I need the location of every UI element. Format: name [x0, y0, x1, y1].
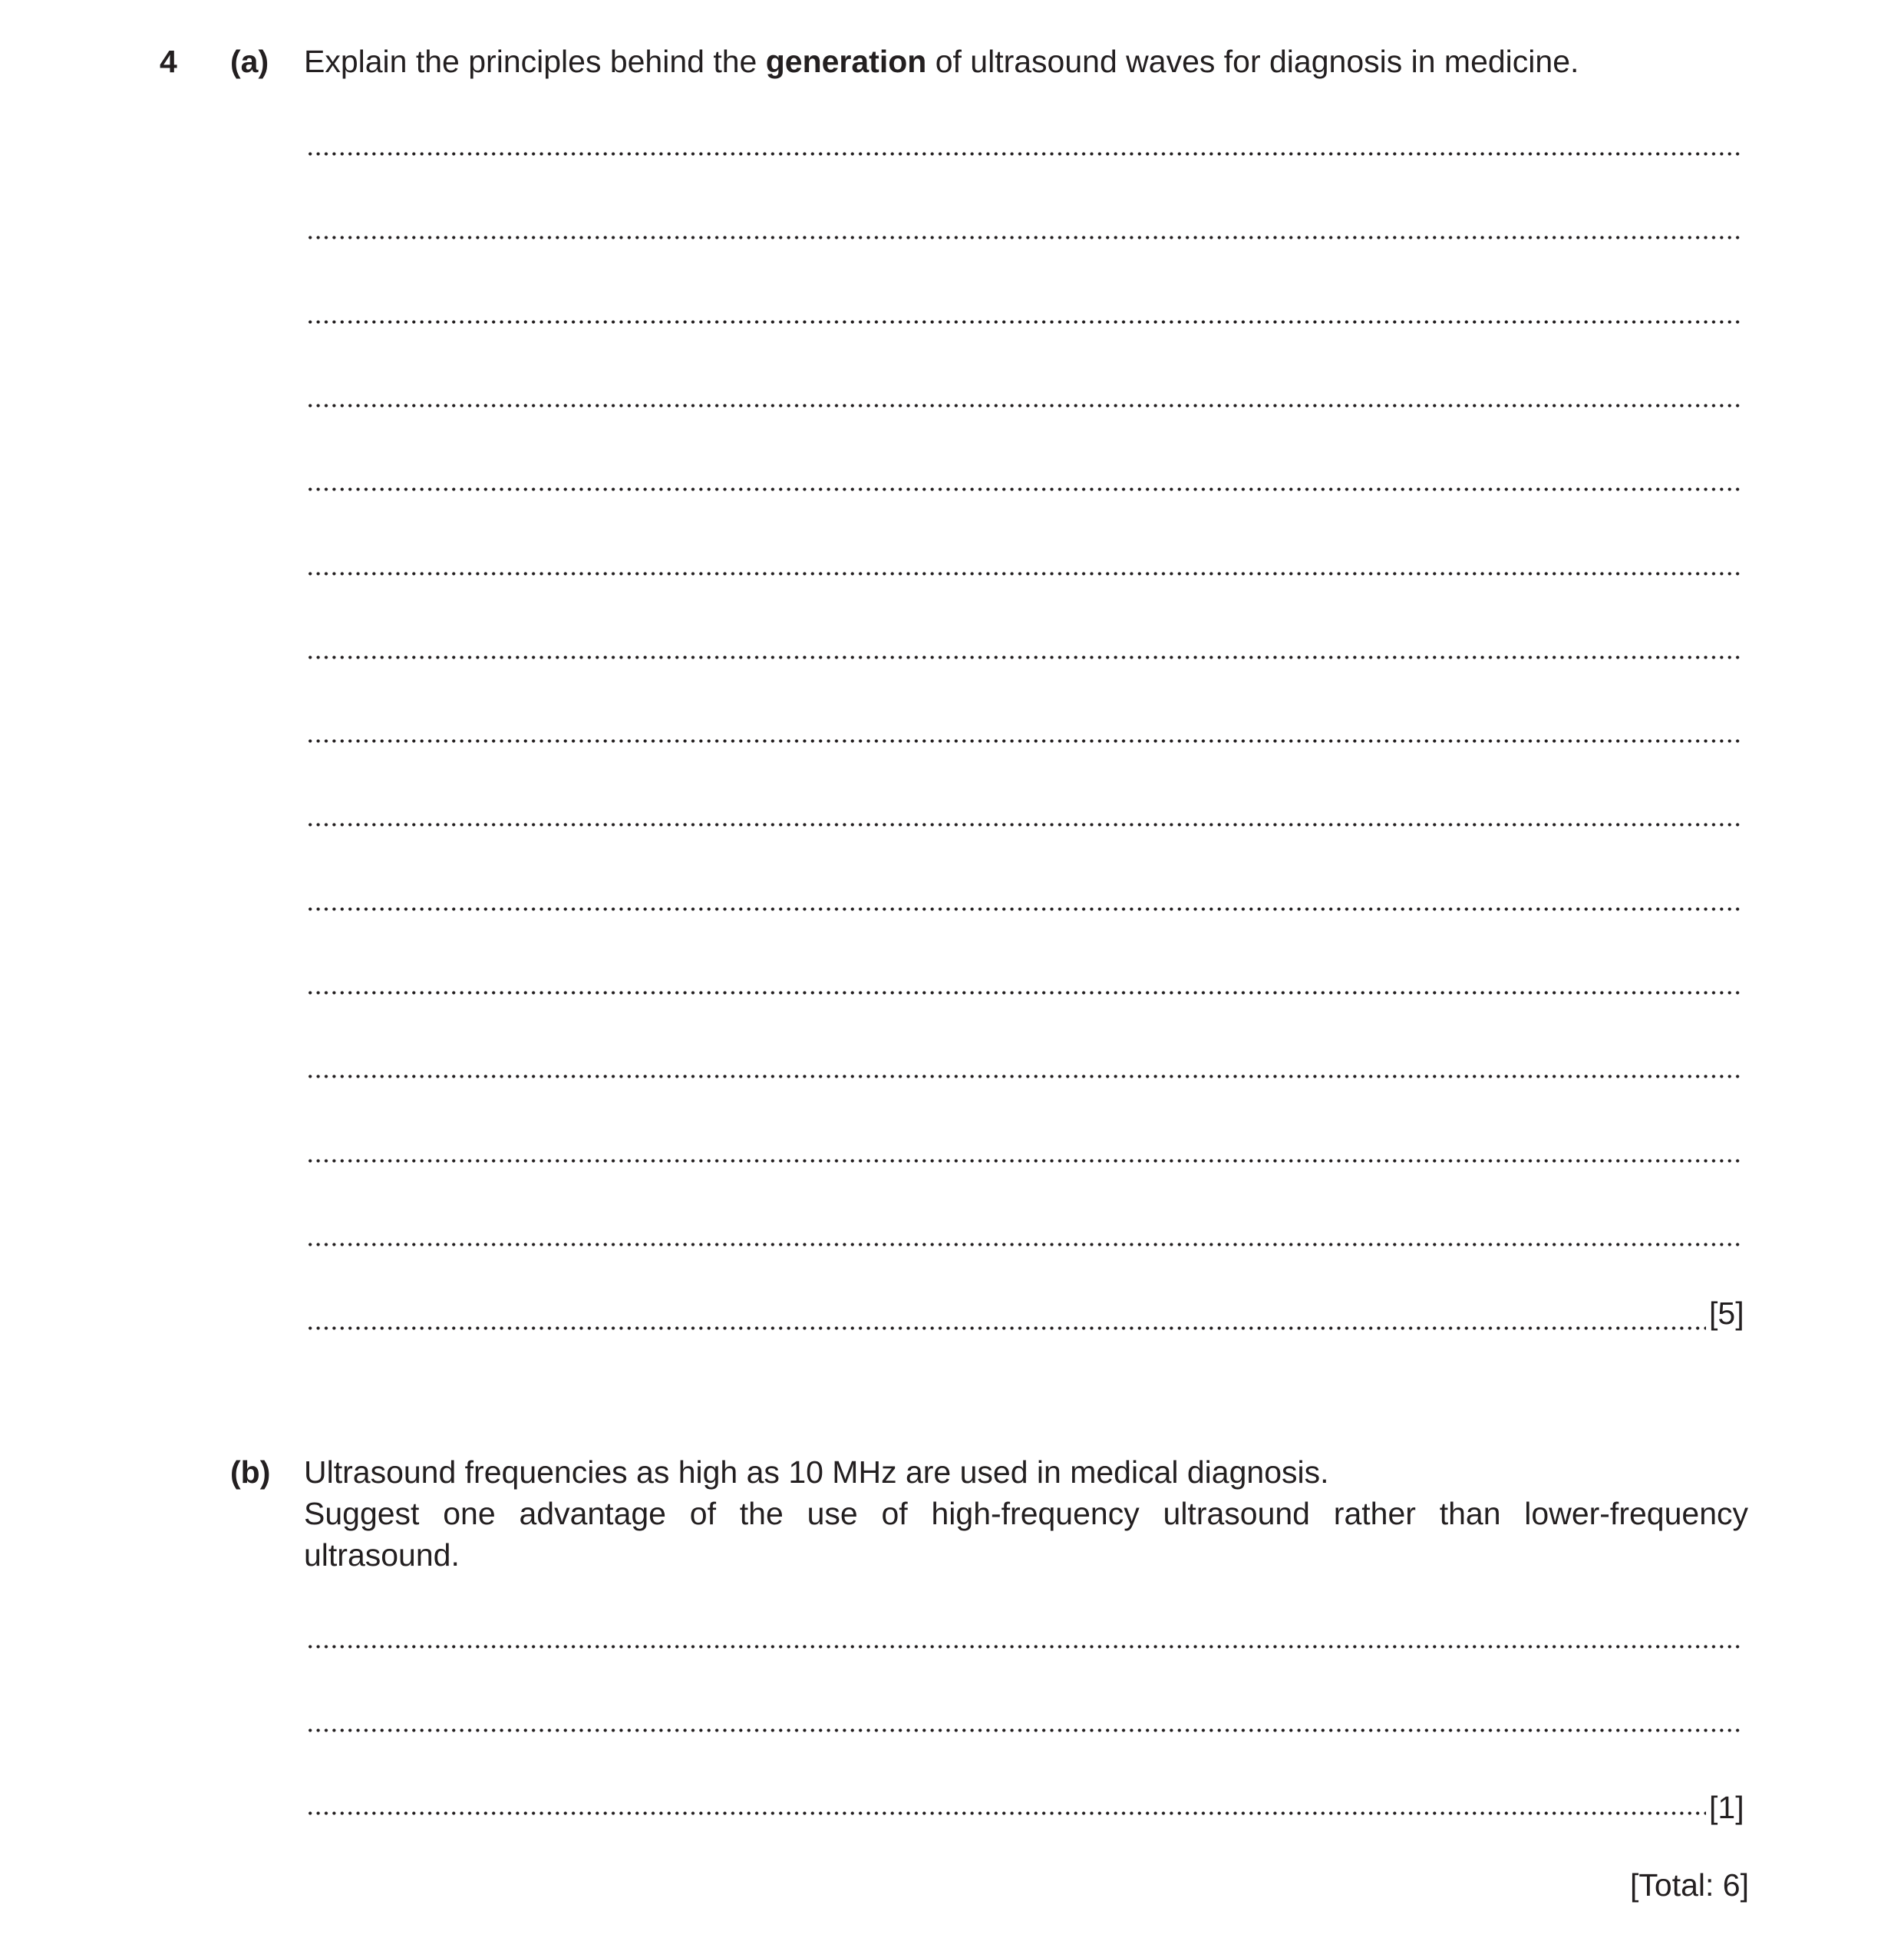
part-a-prompt [304, 41, 1748, 82]
answer-line[interactable] [306, 907, 1743, 911]
answer-line[interactable] [306, 1645, 1743, 1649]
answer-line[interactable] [306, 152, 1743, 156]
answer-line[interactable] [306, 1075, 1743, 1078]
answer-line[interactable] [306, 991, 1743, 995]
part-b-label: (b) [230, 1454, 271, 1490]
answer-line[interactable] [306, 404, 1743, 408]
answer-line[interactable] [306, 487, 1743, 491]
part-a-marks: [5] [1709, 1296, 1744, 1331]
answer-line[interactable] [306, 1811, 1706, 1815]
total-marks: [Total: 6] [1630, 1867, 1749, 1903]
part-a-prompt-emphasis: generation [765, 44, 927, 79]
answer-line[interactable] [306, 320, 1743, 324]
answer-line[interactable] [306, 823, 1743, 827]
answer-line[interactable] [306, 1243, 1743, 1246]
answer-line[interactable] [306, 1159, 1743, 1163]
part-b-prompt-line-2: Suggest one advantage of the use of high-frequency ultrasound rather than lower-frequency [304, 1496, 1748, 1531]
part-b-prompt-line-1: Ultrasound frequencies as high as 10 MHz are used in medical diagnosis. [304, 1454, 1329, 1490]
answer-line[interactable] [306, 1728, 1743, 1732]
part-b-prompt-line-3: ultrasound. [304, 1537, 460, 1573]
part-b-marks: [1] [1709, 1790, 1744, 1825]
part-a-label: (a) [230, 44, 269, 79]
answer-line[interactable] [306, 236, 1743, 239]
answer-line[interactable] [306, 739, 1743, 743]
part-b-prompt [304, 1451, 1748, 1576]
answer-line[interactable] [306, 655, 1743, 659]
part-a-prompt-start: Explain the principles behind the [304, 44, 766, 79]
part-a-prompt-end: of ultrasound waves for diagnosis in medicine. [926, 44, 1579, 79]
answer-line[interactable] [306, 1326, 1706, 1330]
question-number: 4 [160, 44, 177, 79]
answer-line[interactable] [306, 572, 1743, 576]
